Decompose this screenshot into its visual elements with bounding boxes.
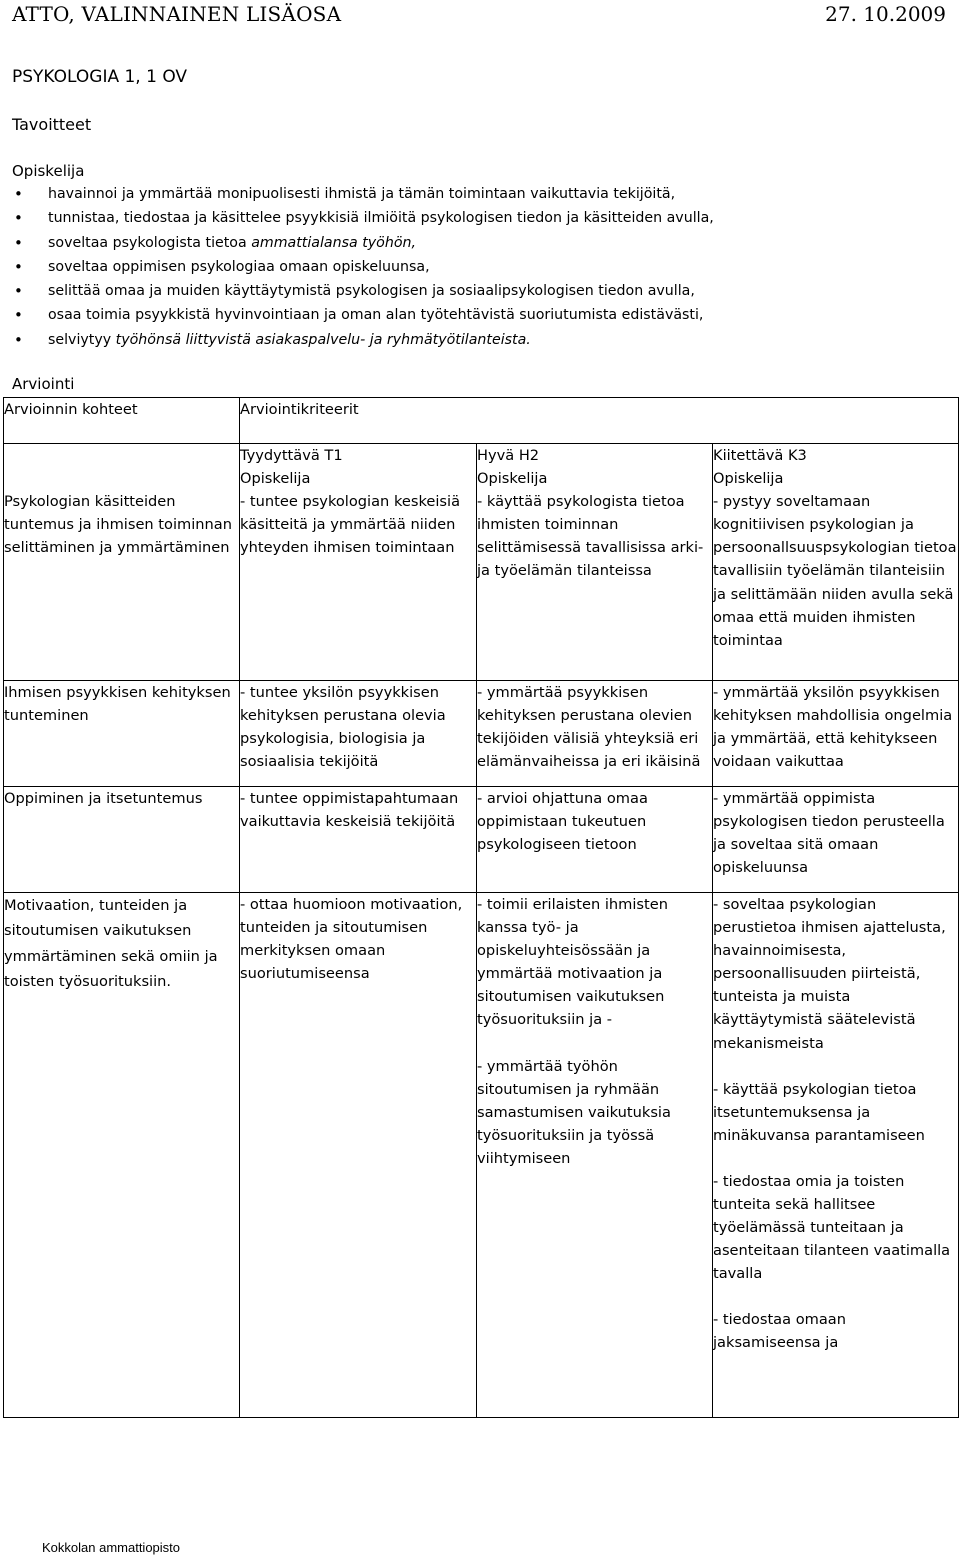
criteria-text: - ymmärtää yksilön psyykkisen kehityksen mahdollisia ongelmia ja ymmärtää, että kehitykseen voidaan vaikuttaa [713,684,953,771]
row-target-text: Oppiminen ja itsetuntemus [4,789,203,807]
h2-cell [477,681,713,787]
level-t1-name: Tyydyttävä T1 [240,447,343,464]
criteria-text: - soveltaa psykologian perustietoa ihmisen ajattelusta, havainnoimisesta, persoonallisuuden piirteistä, tunteista ja muista käyttäytymistä säätelevistä mekanismeista [713,895,946,1052]
criteria-text: - tiedostaa omia ja toisten tunteita sekä hallitsee työelämässä tunteitaan ja asenteitaan tilanteen vaatimalla tavalla [713,1172,951,1283]
assessment-row [4,786,959,892]
level-t1-sub: Opiskelija [240,470,311,488]
criteria-text: - käyttää psykologian tietoa itsetuntemuksensa ja minäkuvansa parantamiseen [713,1080,925,1144]
header-criteria-label: Arviointikriteerit [240,401,359,418]
row-target-text: Motivaation, tunteiden ja sitoutumisen vaikutuksen ymmärtäminen sekä omiin ja toisten työsuorituksiin. [4,896,218,991]
row-target-cell [4,892,240,1417]
assessment-row [4,444,959,681]
goal-item [0,231,714,255]
goal-item [0,328,714,352]
header-targets-label: Arvioinnin kohteet [4,401,138,418]
document-title: ATTO, VALINNAINEN LISÄOSA [12,2,342,26]
k3-cell [713,786,959,892]
document-date: 27. 10.2009 [825,2,946,26]
t1-cell [240,786,477,892]
criteria-text: - ymmärtää oppimista psykologisen tiedon perusteella ja soveltaa sitä omaan opiskeluunsa [713,789,945,877]
level-h2-sub: Opiskelija [477,470,548,488]
goal-text: soveltaa oppimisen psykologiaa omaan opiskeluunsa, [48,258,430,275]
row-target-cell [4,786,240,892]
row-target-cell [4,681,240,787]
goal-text: soveltaa psykologista tietoa [48,234,252,251]
level-k3-name: Kiitettävä K3 [713,447,807,464]
criteria-text: - pystyy soveltamaan kognitiivisen psykologian ja persoonallsuuspsykologian tietoa tavallisiin työelämän tilanteisiin ja selittämään niiden avulla sekä omaa että muiden ihmisten toimintaa [713,493,957,649]
header-targets [4,398,240,444]
criteria-text: - arvioi ohjattuna omaa oppimistaan tukeutuen psykologiseen tietoon [477,789,648,854]
assessment-row [4,681,959,787]
assessment-table [3,397,959,1418]
criteria-text: - tiedostaa omaan jaksamiseensa ja [713,1311,846,1352]
criteria-text: - käyttää psykologista tietoa ihmisten toiminnan selittämisessä tavallisissa arki- ja työelämän tilanteissa [477,493,704,580]
goal-text: osaa toimia psyykkistä hyvinvointiaan ja oman alan työtehtävistä suoriutumista edistävästi, [48,307,704,324]
criteria-text: - ymmärtää työhön sitoutumisen ja ryhmään samastumisen vaikutuksia työsuorituksiin ja työssä viihtymiseen [477,1057,671,1167]
goals-list [0,182,714,352]
goals-heading: Tavoitteet [12,115,92,134]
h2-cell [477,444,713,681]
row-target-text: Psykologian käsitteiden tuntemus ja ihmisen toiminnan selittäminen ja ymmärtäminen [4,493,232,557]
header-criteria [240,398,959,444]
criteria-text: - toimii erilaisten ihmisten kanssa työ- ja opiskeluyhteisössään ja ymmärtää motivaation ja sitoutumisen vaikutuksen työsuorituksiin ja - [477,895,668,1029]
criteria-text: - tuntee psykologian keskeisiä käsitteitä ja ymmärtää niiden yhteyden ihmisen toimintaan [240,493,461,557]
row-target-cell [4,444,240,681]
level-k3-sub: Opiskelija [713,470,784,488]
row-target-text: Ihmisen psyykkisen kehityksen tunteminen [4,684,231,725]
k3-cell [713,892,959,1417]
k3-cell [713,681,959,787]
level-h2-name: Hyvä H2 [477,447,540,464]
goal-text: selittää omaa ja muiden käyttäytymistä psykologisen ja sosiaalipsykologisen tiedon avulla, [48,283,695,300]
goal-item [0,303,714,327]
goal-text: havainnoi ja ymmärtää monipuolisesti ihmistä ja tämän toimintaan vaikuttavia tekijöitä, [48,186,676,202]
goal-text-italic: ammattialansa työhön, [251,234,417,251]
t1-cell [240,444,477,681]
h2-cell [477,786,713,892]
criteria-text: - ottaa huomioon motivaation, tunteiden ja sitoutumisen merkityksen omaan suoriutumiseensa [240,895,463,983]
criteria-text: - tuntee oppimistapahtumaan vaikuttavia keskeisiä tekijöitä [240,789,459,831]
goal-text-italic: työhönsä liittyvistä asiakaspalvelu- ja ryhmätyötilanteista. [115,331,531,348]
criteria-text: - tuntee yksilön psyykkisen kehityksen perustana olevia psykologisia, biologisia ja sosiaalisia tekijöitä [240,684,446,771]
page-header [0,0,960,28]
goal-item [0,255,714,279]
t1-cell [240,681,477,787]
goal-text: tunnistaa, tiedostaa ja käsittelee psyykkisiä ilmiöitä psykologisen tiedon ja käsitteiden avulla, [48,210,714,227]
criteria-text: - ymmärtää psyykkisen kehityksen perustana olevien tekijöiden välisiä yhteyksiä eri elämänvaiheissa ja eri ikäisinä [477,684,701,771]
h2-cell [477,892,713,1417]
goal-item [0,279,714,303]
assessment-row [4,892,959,1417]
goal-text: selviytyy [48,331,116,348]
goal-item [0,182,714,206]
goal-item [0,206,714,230]
course-title: PSYKOLOGIA 1, 1 OV [12,67,188,87]
student-label: Opiskelija [12,162,85,180]
footer-school: Kokkolan ammattiopisto [42,1540,181,1555]
k3-cell [713,444,959,681]
assessment-heading: Arviointi [12,375,75,393]
t1-cell [240,892,477,1417]
